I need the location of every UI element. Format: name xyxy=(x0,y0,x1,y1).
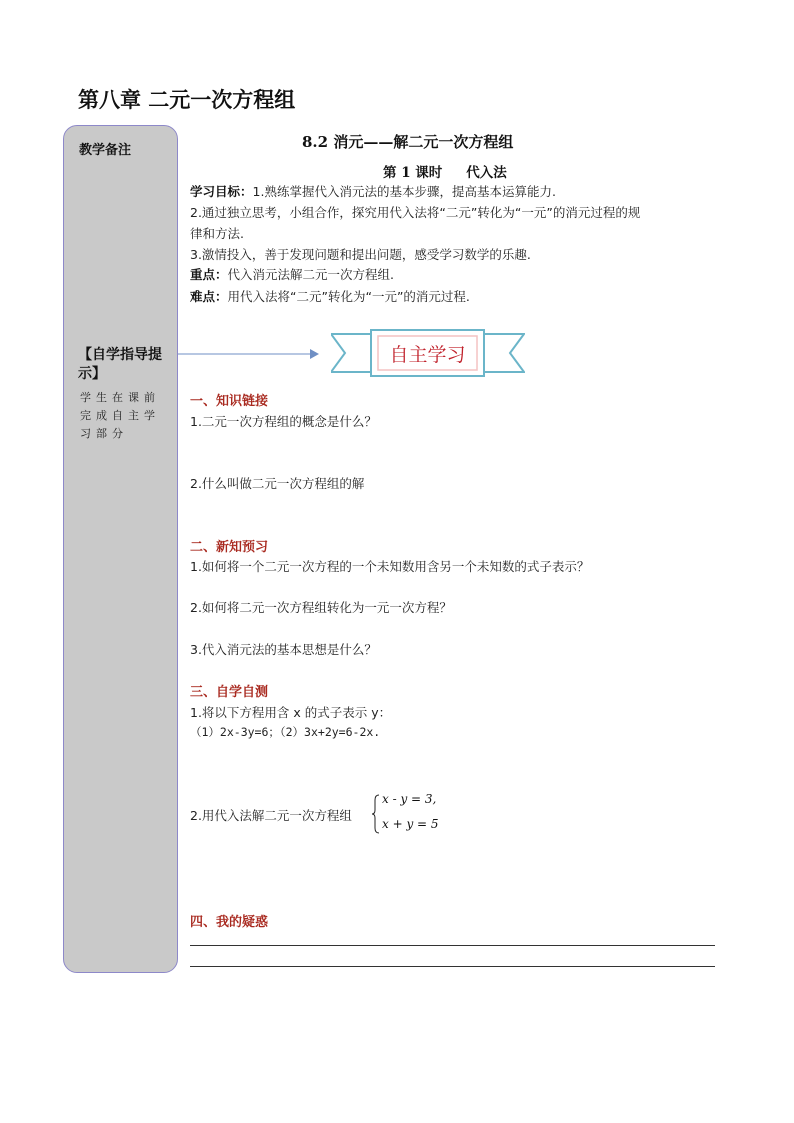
arrow-right-icon xyxy=(178,346,320,362)
teaching-notes-sidebar xyxy=(63,125,178,973)
banner-text: 自主学习 xyxy=(389,344,466,366)
section-3-question-2: 2.用代入法解二元一次方程组 xyxy=(190,808,352,823)
lesson-name: 代入法 xyxy=(466,165,507,181)
lesson-number: 第 1 课时 xyxy=(383,165,443,181)
answer-line-1 xyxy=(190,945,715,946)
objective-2-line-2: 律和方法. xyxy=(190,226,244,241)
self-study-banner xyxy=(331,326,525,378)
equation-2: x + y = 5 xyxy=(382,817,439,831)
answer-line-2 xyxy=(190,966,715,967)
section-4-heading: 四、我的疑惑 xyxy=(190,915,269,930)
section-3-heading: 三、自学自测 xyxy=(190,685,269,700)
teaching-notes-title: 教学备注 xyxy=(79,143,132,158)
objective-3: 3.激情投入，善于发现问题和提出问题，感受学习数学的乐趣. xyxy=(190,247,531,262)
key-point xyxy=(190,265,394,283)
brace-icon xyxy=(372,794,380,834)
section-3-equations: （1）2x-3y=6；（2）3x+2y=6-2x. xyxy=(190,725,381,739)
equation-system xyxy=(372,792,452,836)
section-2-question-1: 1.如何将一个二元一次方程的一个未知数用含另一个未知数的式子表示？ xyxy=(190,559,590,574)
objectives-label: 学习目标： xyxy=(190,184,253,199)
section-2-heading: 二、新知预习 xyxy=(190,540,269,555)
difficulty-text: 用代入法将“二元”转化为“一元”的消元过程. xyxy=(227,289,470,304)
section-1-question-1: 1.二元一次方程组的概念是什么？ xyxy=(190,414,377,429)
self-study-guide-text: 学生在课前完成自主学习部分 xyxy=(80,391,160,440)
objective-2-line-1: 2.通过独立思考，小组合作，探究用代入法将“二元”转化为“一元”的消元过程的规 xyxy=(190,205,641,220)
section-title: 8.2 消元——解二元一次方程组 xyxy=(302,133,514,151)
difficulty xyxy=(190,287,470,305)
objective-1: 1.熟练掌握代入消元法的基本步骤，提高基本运算能力. xyxy=(252,184,556,199)
section-2-question-2: 2.如何将二元一次方程组转化为一元一次方程？ xyxy=(190,600,452,615)
section-3-question-1: 1.将以下方程用含 x 的式子表示 y： xyxy=(190,705,392,720)
difficulty-label: 难点： xyxy=(190,289,228,304)
self-study-guide-title: 【自学指导提示】 xyxy=(78,347,162,382)
key-point-text: 代入消元法解二元一次方程组. xyxy=(227,267,394,282)
lesson-title xyxy=(383,161,507,181)
chapter-title: 第八章 二元一次方程组 xyxy=(78,87,296,112)
key-point-label: 重点： xyxy=(190,267,228,282)
section-1-question-2: 2.什么叫做二元一次方程组的解 xyxy=(190,476,365,491)
objective-line-1 xyxy=(190,182,556,200)
section-1-heading: 一、知识链接 xyxy=(190,394,269,409)
equation-1: x - y = 3, xyxy=(382,792,437,806)
section-2-question-3: 3.代入消元法的基本思想是什么？ xyxy=(190,642,377,657)
